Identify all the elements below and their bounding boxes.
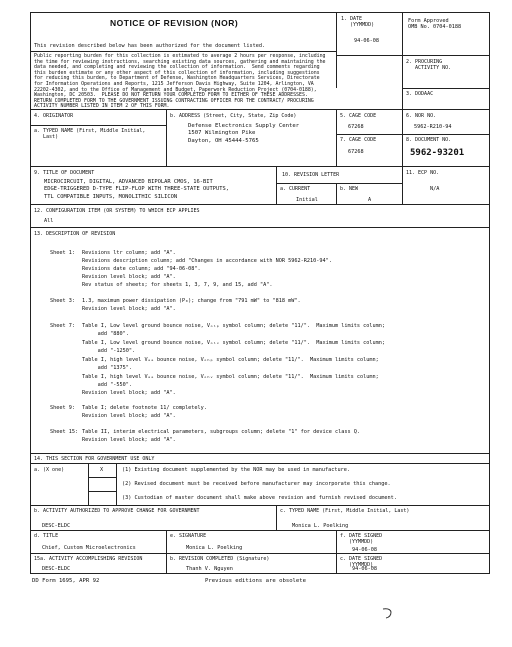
sheet-15-line: Revision level block; add "A". (82, 437, 176, 443)
sheet-3-label: Sheet 3: (50, 298, 75, 304)
sheet-1-line: Revision level block; add "A". (82, 274, 176, 280)
sheet-1-line: Revisions date column; add "94-06-08". (82, 266, 201, 272)
sheet-3-line: Revision level block; add "A". (82, 306, 176, 312)
b-activity-label: b. ACTIVITY AUTHORIZED TO APPROVE CHANGE FOR GOVERNMENT (34, 508, 200, 514)
procuring-label: 2. PROCURING ACTIVITY NO. (406, 59, 452, 71)
sheet-9-line: Revision level block; add "A". (82, 413, 176, 419)
date-value: 94-06-08 (354, 38, 379, 44)
sheet-7-line: add "880". (82, 331, 129, 337)
cage5-label: 5. CAGE CODE (340, 113, 377, 119)
sheet-7-line: add "-550". (82, 382, 132, 388)
new-value: A (368, 197, 372, 203)
revletter-label: 10. REVISION LETTER (282, 172, 340, 178)
config-label: 12. CONFIGURATION ITEM (OR SYSTEM) TO WHICH ECP APPLIES (34, 208, 200, 214)
x-one-label: a. (X one) (34, 467, 65, 473)
d-title-label: d. TITLE (34, 533, 59, 539)
gov-option-2: (2) Revised document must be received before manufacturer may incorporate this change. (122, 481, 391, 487)
a15-value: DESC-ELDC (42, 566, 71, 572)
new-label: b. NEW (340, 186, 359, 192)
cage5-value: 67268 (348, 124, 364, 130)
sheet-3-line: 1.3, maximum power dissipation (P₀); change from "791 mW" to "818 mW". (82, 298, 301, 304)
current-value: Initial (296, 197, 318, 203)
sheet-7-line: Table I, Low level ground bounce noise, Vₒₗᵥ symbol column; delete "11/". Maximum limits column; (82, 340, 385, 346)
docno-value: 5962-93201 (410, 148, 465, 158)
typed-name-label: a. TYPED NAME (First, Middle Initial, Last) (34, 128, 146, 140)
f-date-value: 94-06-08 (352, 547, 377, 553)
obsolete-note: Previous editions are obsolete (205, 578, 307, 584)
f-date-label: f. DATE SIGNED (YYMMDD) (340, 533, 383, 545)
originator-label: 4. ORIGINATOR (34, 113, 74, 119)
form-title: NOTICE OF REVISION (NOR) (110, 18, 239, 28)
d-title-value: Chief, Custom Microelectronics (42, 545, 136, 551)
b-activity-value: DESC-ELDC (42, 523, 71, 529)
sheet-9-line: Table I; delete footnote 11/ completely. (82, 405, 207, 411)
sheet-7-line: add "-1250". (82, 348, 136, 354)
burden-statement: Public reporting burden for this collection is estimated to average 2 hours per response, including the time for reviewing instructions, searching existing data sources, gathering and maintaining the data needed, and completing and reviewing the collection of information. Send comments regarding this burden estimate or any other aspect of this collection of information, including suggestions for reducing this burden, to Department of Defense, Washington Headquarters Services, Directorate for Information Operations and Reports, 1215 Jefferson Davis Highway, Suite 1204, Arlington, VA 22202-4302, and to the Office of Management and Budget, Paperwork Reduction Project (0704-0188), Washington, DC 20503. PLEASE DO NOT RETURN YOUR COMPLETED FORM TO EITHER OF THESE ADDRESSES. RETURN COMPLETED FORM TO THE GOVERNMENT ISSUING CONTRACTING OFFICER FOR THE CONTRACT/ PROCURING ACTIVITY NUMBER LISTED IN ITEM 2 OF THIS FORM. (34, 53, 326, 110)
b15-label: b. REVISION COMPLETED (Signature) (170, 556, 270, 562)
e-sig-label: e. SIGNATURE (170, 533, 207, 539)
sheet-9-label: Sheet 9: (50, 405, 75, 411)
docno-label: 8. DOCUMENT NO. (406, 137, 452, 143)
scan-mark (380, 606, 394, 620)
sheet-15-label: Sheet 15: (50, 429, 79, 435)
current-label: a. CURRENT (280, 186, 311, 192)
sheet-7-line: Revision level block; add "A". (82, 390, 176, 396)
ecp-value: N/A (430, 186, 440, 192)
sheet-1-line: Revisions description column; add "Changes in accordance with NOR 5962-R210-94". (82, 258, 332, 264)
x-mark[interactable]: X (100, 467, 104, 473)
gov-option-3: (3) Custodian of master document shall make above revision and furnish revised document. (122, 495, 397, 501)
form-number: DD Form 1695, APR 92 (32, 578, 100, 584)
c15-label: c. DATE SIGNED (YYMMDD) (340, 556, 383, 568)
sheet-7-line: Table I, Low level ground bounce noise, Vₒₗₚ symbol column; delete "11/". Maximum limits column; (82, 323, 385, 329)
ecp-label: 11. ECP NO. (406, 170, 440, 176)
sheet-1-line: Rev status of sheets; for sheets 1, 3, 7, 9, and 15, add "A". (82, 282, 273, 288)
b15-value: Thanh V. Nguyen (186, 566, 233, 572)
a15-label: 15a. ACTIVITY ACCOMPLISHING REVISION (34, 556, 143, 562)
c-typed-value: Monica L. Poelking (292, 523, 349, 529)
address-value: Defense Electronics Supply Center 1507 Wilmington Pike Dayton, OH 45444-5765 (188, 123, 300, 144)
config-value: All (44, 218, 54, 224)
form-approved: Form Approved OMB No. 0704-0188 (408, 18, 462, 31)
title-doc-value: MICROCIRCUIT, DIGITAL, ADVANCED BIPOLAR CMOS, 16-BIT EDGE-TRIGGERED D-TYPE FLIP-FLOP WITH THREE-STATE OUTPUTS, TTL COMPATIBLE INPUTS, MONOLITHIC SILICON (44, 179, 229, 200)
desc-label: 13. DESCRIPTION OF REVISION (34, 231, 116, 237)
nor-value: 5962-R210-94 (414, 124, 452, 130)
dodaac-label: 3. DODAAC (406, 91, 434, 97)
e-sig-value: Monica L. Poelking (186, 545, 243, 551)
sheet-1-line: Revisions ltr column; add "A". (82, 250, 176, 256)
cage7-label: 7. CAGE CODE (340, 137, 377, 143)
sheet-1-label: Sheet 1: (50, 250, 75, 256)
title-doc-label: 9. TITLE OF DOCUMENT (34, 170, 95, 176)
sheet-7-label: Sheet 7: (50, 323, 75, 329)
address-label: b. ADDRESS (Street, City, State, Zip Code) (170, 113, 297, 119)
gov-use-label: 14. THIS SECTION FOR GOVERNMENT USE ONLY (34, 456, 155, 462)
cage7-value: 67268 (348, 149, 364, 155)
sheet-7-line: Table I, high level Vₑₑ bounce noise, Vₒₕᵥ symbol column; delete "11/". Maximum limits column; (82, 374, 379, 380)
gov-option-1: (1) Existing document supplemented by the NOR may be used in manufacture. (122, 467, 350, 473)
c15-value: 94-06-08 (352, 566, 377, 572)
authorization-text: This revision described below has been authorized for the document listed. (34, 43, 266, 49)
sheet-15-line: Table II, interim electrical parameters, subgroups column; delete "1" for device class Q. (82, 429, 360, 435)
nor-label: 6. NOR NO. (406, 113, 437, 119)
sheet-7-line: Table I, high level Vₑₑ bounce noise, Vₒₕₚ symbol column; delete "11/". Maximum limits column; (82, 357, 379, 363)
sheet-7-line: add "1375". (82, 365, 132, 371)
c-typed-label: c. TYPED NAME (First, Middle Initial, Last) (280, 508, 410, 514)
date-label: 1. DATE (YYMMDD) (341, 16, 375, 28)
